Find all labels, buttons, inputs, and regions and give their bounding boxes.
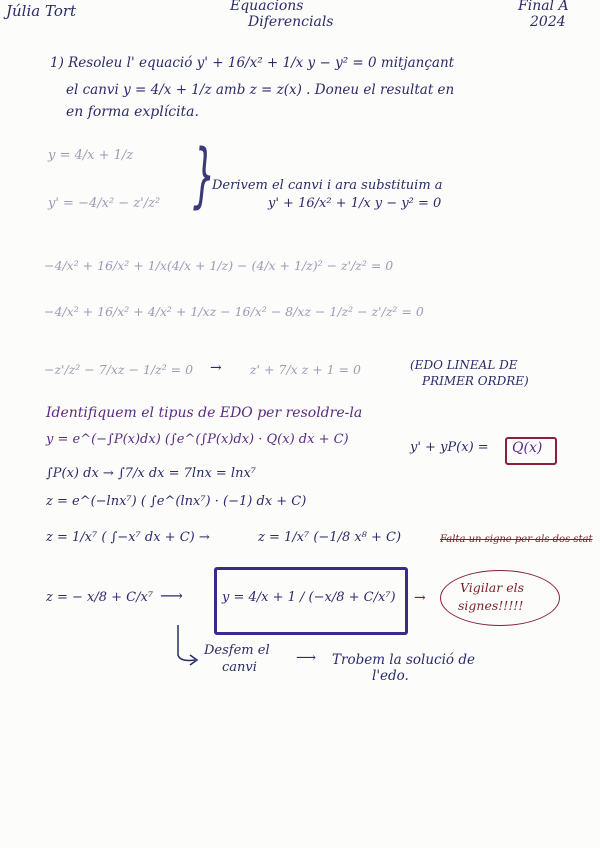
subject-title-line2: Diferencials bbox=[248, 14, 334, 30]
problem-line2: el canvi y = 4/x + 1/z amb z = z(x) . Doneu el resultat en bbox=[66, 82, 455, 98]
warning-arrow: → bbox=[414, 590, 426, 606]
problem-line1: 1) Resoleu l' equació y' + 16/x² + 1/x y − y² = 0 mitjançant bbox=[50, 55, 455, 71]
q-label: Q(x) bbox=[512, 440, 543, 456]
edo-note-line2: PRIMER ORDRE) bbox=[422, 374, 529, 388]
problem-line3: en forma explícita. bbox=[66, 104, 199, 120]
undo-note-line2: canvi bbox=[222, 660, 257, 675]
exam-label-line2: 2024 bbox=[530, 14, 566, 30]
standard-form-label: y' + yP(x) = bbox=[410, 440, 489, 455]
check-note-line1: Trobem la solució de bbox=[332, 652, 475, 668]
crossed-out-note: Falta un signe per als dos stat bbox=[440, 534, 593, 545]
subject-title-line1: Equacions bbox=[230, 0, 304, 14]
undo-note-line1: Desfem el bbox=[204, 643, 270, 658]
setup-note-line2: y' + 16/x² + 1/x y − y² = 0 bbox=[268, 196, 442, 211]
z-step-right: z = 1/x⁷ (−1/8 x⁸ + C) bbox=[258, 530, 402, 545]
exam-label-line1: Final A bbox=[518, 0, 569, 14]
substitution-arrow: → bbox=[210, 360, 222, 376]
method-formula: y = e^(−∫P(x)dx) (∫e^(∫P(x)dx) · Q(x) dx + C) bbox=[46, 432, 349, 447]
substitution-line2: −4/x² + 16/x² + 4/x² + 1/xz − 16/x² − 8/xz − 1/z² − z'/z² = 0 bbox=[44, 304, 424, 319]
yprime-definition: y' = −4/x² − z'/z² bbox=[48, 196, 161, 211]
author-name: Júlia Tort bbox=[6, 2, 77, 20]
brace-symbol: } bbox=[193, 134, 216, 216]
warning-line2: signes!!!!! bbox=[458, 598, 524, 613]
substitution-line3-right: z' + 7/x z + 1 = 0 bbox=[250, 362, 361, 377]
substitution-line1: −4/x² + 16/x² + 1/x(4/x + 1/z) − (4/x + 1/z)² − z'/z² = 0 bbox=[44, 258, 394, 273]
edo-note-line1: (EDO LINEAL DE bbox=[410, 358, 518, 372]
z-final: z = − x/8 + C/x⁷ bbox=[46, 590, 154, 605]
z-expression: z = e^(−lnx⁷) ( ∫e^(lnx⁷) · (−1) dx + C) bbox=[46, 494, 307, 509]
warning-line1: Vigilar els bbox=[460, 580, 525, 595]
final-answer: y = 4/x + 1 / (−x/8 + C/x⁷) bbox=[222, 590, 396, 605]
y-definition: y = 4/x + 1/z bbox=[48, 148, 134, 163]
setup-note-line1: Derivem el canvi i ara substituim a bbox=[212, 178, 443, 193]
integral-step: ∫P(x) dx → ∫7/x dx = 7lnx = lnx⁷ bbox=[46, 466, 256, 481]
check-note-line2: l'edo. bbox=[372, 668, 409, 684]
method-heading: Identifiquem el tipus de EDO per resoldre-la bbox=[46, 405, 363, 421]
check-arrow: ⟶ bbox=[296, 650, 317, 666]
substitution-line3-left: −z'/z² − 7/xz − 1/z² = 0 bbox=[44, 362, 194, 377]
z-step-left: z = 1/x⁷ ( ∫−x⁷ dx + C) → bbox=[46, 530, 210, 545]
z-to-y-arrow: ⟶ bbox=[160, 586, 183, 605]
